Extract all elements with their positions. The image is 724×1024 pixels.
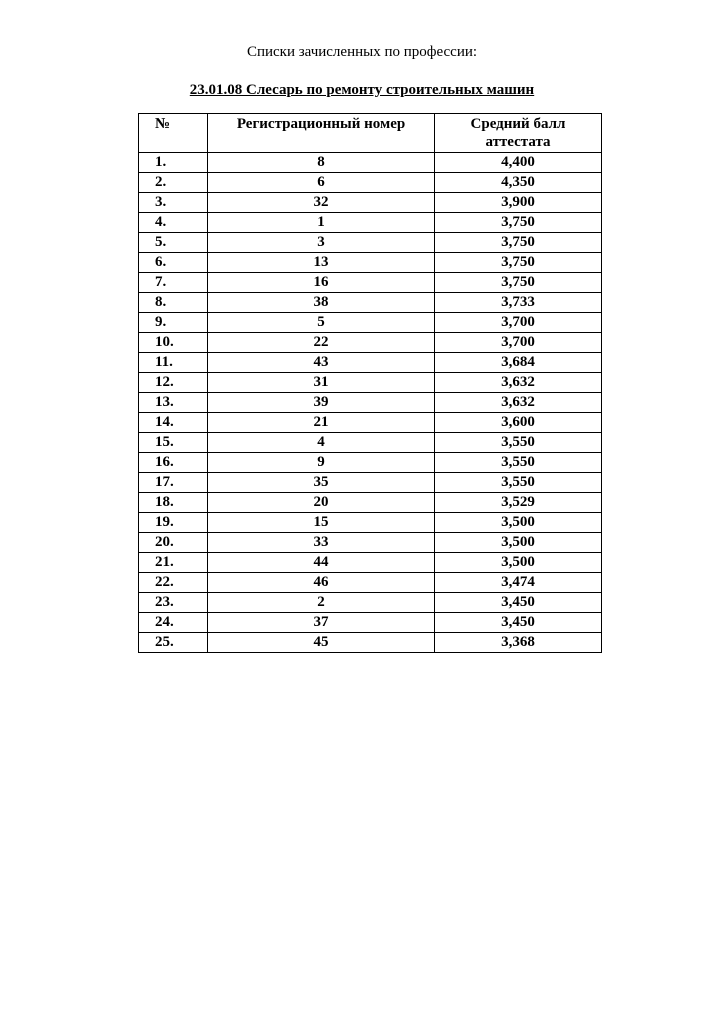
row-number-cell: 22. [139, 573, 208, 593]
row-number-cell: 7. [139, 273, 208, 293]
table-row [139, 333, 602, 353]
average-score-cell: 3,700 [434, 333, 601, 353]
row-number-cell: 9. [139, 313, 208, 333]
registration-number-cell: 2 [208, 593, 435, 613]
average-score-cell: 3,529 [434, 493, 601, 513]
average-score-cell: 3,550 [434, 473, 601, 493]
table-row [139, 513, 602, 533]
table-row [139, 493, 602, 513]
row-number-cell: 8. [139, 293, 208, 313]
row-number-cell: 1. [139, 153, 208, 173]
average-score-cell: 3,750 [434, 273, 601, 293]
table-row [139, 153, 602, 173]
table-row [139, 473, 602, 493]
registration-number-cell: 37 [208, 613, 435, 633]
page-heading: Списки зачисленных по профессии: [246, 44, 478, 60]
registration-number-cell: 6 [208, 173, 435, 193]
table-row [139, 193, 602, 213]
row-number-cell: 6. [139, 253, 208, 273]
registration-number-cell: 32 [208, 193, 435, 213]
registration-number-cell: 8 [208, 153, 435, 173]
average-score-cell: 3,500 [434, 513, 601, 533]
registration-number-cell: 43 [208, 353, 435, 373]
table-row [139, 453, 602, 473]
average-score-cell: 3,450 [434, 613, 601, 633]
table-row [139, 633, 602, 653]
average-score-cell: 3,632 [434, 373, 601, 393]
average-score-cell: 3,550 [434, 453, 601, 473]
registration-number-cell: 20 [208, 493, 435, 513]
table-row [139, 373, 602, 393]
average-score-cell: 4,350 [434, 173, 601, 193]
registration-number-cell: 16 [208, 273, 435, 293]
average-score-cell: 3,733 [434, 293, 601, 313]
average-score-cell: 3,900 [434, 193, 601, 213]
average-score-cell: 3,474 [434, 573, 601, 593]
header-average-score: Средний балл аттестата [434, 114, 601, 153]
average-score-cell: 3,750 [434, 233, 601, 253]
table-row [139, 313, 602, 333]
registration-number-cell: 33 [208, 533, 435, 553]
average-score-cell: 3,700 [434, 313, 601, 333]
row-number-cell: 24. [139, 613, 208, 633]
registration-number-cell: 31 [208, 373, 435, 393]
header-number: № [139, 114, 208, 153]
registration-number-cell: 35 [208, 473, 435, 493]
table-row [139, 353, 602, 373]
average-score-cell: 3,450 [434, 593, 601, 613]
row-number-cell: 10. [139, 333, 208, 353]
average-score-cell: 3,750 [434, 253, 601, 273]
row-number-cell: 12. [139, 373, 208, 393]
row-number-cell: 5. [139, 233, 208, 253]
row-number-cell: 17. [139, 473, 208, 493]
registration-number-cell: 3 [208, 233, 435, 253]
header-row [139, 114, 602, 153]
table-row [139, 533, 602, 553]
table-row [139, 433, 602, 453]
registration-number-cell: 22 [208, 333, 435, 353]
enrolled-table [138, 113, 602, 653]
average-score-cell: 3,632 [434, 393, 601, 413]
average-score-cell: 3,500 [434, 553, 601, 573]
registration-number-cell: 15 [208, 513, 435, 533]
row-number-cell: 15. [139, 433, 208, 453]
average-score-cell: 3,550 [434, 433, 601, 453]
registration-number-cell: 39 [208, 393, 435, 413]
registration-number-cell: 38 [208, 293, 435, 313]
registration-number-cell: 1 [208, 213, 435, 233]
registration-number-cell: 45 [208, 633, 435, 653]
average-score-cell: 4,400 [434, 153, 601, 173]
row-number-cell: 2. [139, 173, 208, 193]
row-number-cell: 20. [139, 533, 208, 553]
row-number-cell: 3. [139, 193, 208, 213]
average-score-cell: 3,500 [434, 533, 601, 553]
average-score-cell: 3,368 [434, 633, 601, 653]
registration-number-cell: 9 [208, 453, 435, 473]
row-number-cell: 14. [139, 413, 208, 433]
table-row [139, 553, 602, 573]
registration-number-cell: 4 [208, 433, 435, 453]
header-registration-number: Регистрационный номер [208, 114, 435, 153]
table-row [139, 413, 602, 433]
row-number-cell: 25. [139, 633, 208, 653]
table-row [139, 173, 602, 193]
profession-title: 23.01.08 Слесарь по ремонту строительных машин [189, 82, 535, 98]
registration-number-cell: 21 [208, 413, 435, 433]
registration-number-cell: 46 [208, 573, 435, 593]
average-score-cell: 3,750 [434, 213, 601, 233]
table-row [139, 213, 602, 233]
row-number-cell: 4. [139, 213, 208, 233]
table-row [139, 233, 602, 253]
table-row [139, 273, 602, 293]
registration-number-cell: 44 [208, 553, 435, 573]
table-row [139, 393, 602, 413]
table-row [139, 293, 602, 313]
row-number-cell: 16. [139, 453, 208, 473]
row-number-cell: 23. [139, 593, 208, 613]
table-row [139, 593, 602, 613]
table-row [139, 613, 602, 633]
row-number-cell: 21. [139, 553, 208, 573]
table-header [139, 114, 602, 153]
row-number-cell: 19. [139, 513, 208, 533]
average-score-cell: 3,600 [434, 413, 601, 433]
row-number-cell: 18. [139, 493, 208, 513]
average-score-cell: 3,684 [434, 353, 601, 373]
registration-number-cell: 5 [208, 313, 435, 333]
row-number-cell: 11. [139, 353, 208, 373]
table-body [139, 153, 602, 653]
registration-number-cell: 13 [208, 253, 435, 273]
table-row [139, 573, 602, 593]
table-row [139, 253, 602, 273]
row-number-cell: 13. [139, 393, 208, 413]
